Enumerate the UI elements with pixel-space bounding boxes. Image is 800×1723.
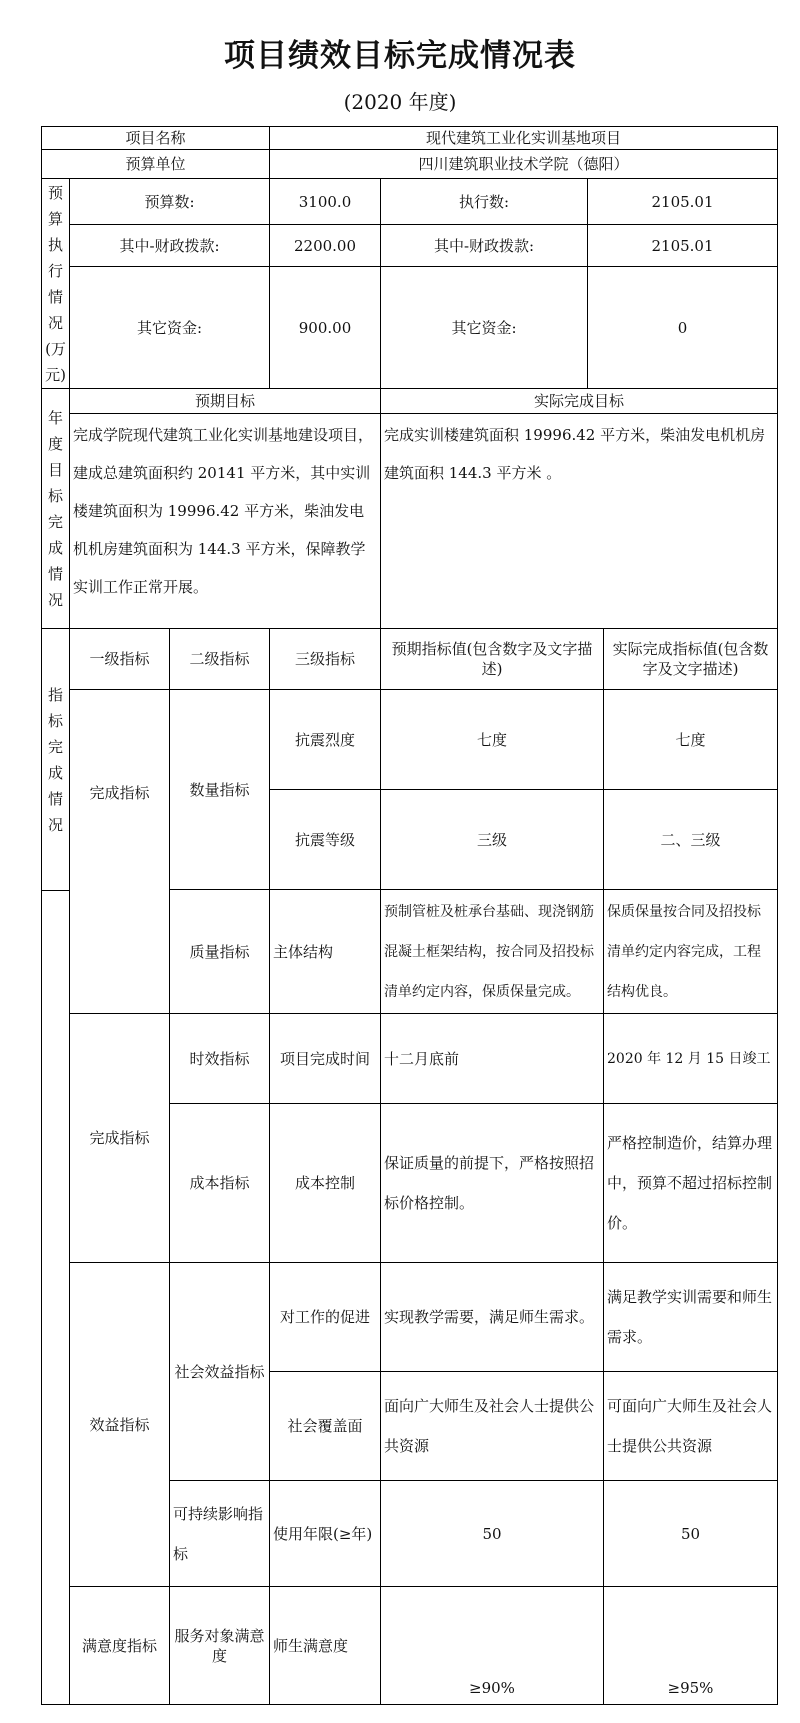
expected-goal-text: 完成学院现代建筑工业化实训基地建设项目，建成总建筑面积约 20141 平方米，其中实训楼建筑面积为 19996.42 平方米，柴油发电机机房建筑面积为 144.3 平方米，保障教学实训工作正常开展。 [69,413,381,629]
main-structure-label: 主体结构 [269,889,381,1014]
completion-time-actual: 2020 年 12 月 15 日竣工 [603,1013,778,1104]
work-promotion-actual: 满足教学实训需要和师生需求。 [603,1262,778,1372]
g3-level1-label: 效益指标 [69,1262,170,1587]
main-structure-expected: 预制管桩及桩承台基础、现浇钢筋混凝土框架结构，按合同及招投标清单约定内容，保质保量完成。 [380,889,604,1014]
social-coverage-actual: 可面向广大师生及社会人士提供公共资源 [603,1371,778,1481]
budget-section-label: 预算执行情况(万元) [41,178,70,389]
header-level1: 一级指标 [69,628,170,690]
seismic-grade-actual: 二、三级 [603,789,778,890]
other-budget-value: 900.00 [269,266,381,389]
annual-section-label: 年度目标完成情况 [41,388,70,629]
cost-indicator-label: 成本指标 [169,1103,270,1263]
g4-level1-label: 满意度指标 [69,1586,170,1705]
seismic-grade-expected: 三级 [380,789,604,890]
header-actual-value: 实际完成指标值(包含数字及文字描述) [603,628,778,690]
budget-amount-label: 预算数: [69,178,270,225]
completion-time-expected: 十二月底前 [380,1013,604,1104]
sustainable-impact-label: 可持续影响指标 [169,1480,270,1587]
service-life-actual: 50 [603,1480,778,1587]
cost-control-expected: 保证质量的前提下，严格按照招标价格控制。 [380,1103,604,1263]
completion-time-label: 项目完成时间 [269,1013,381,1104]
seismic-intensity-label: 抗震烈度 [269,689,381,790]
cost-control-actual: 严格控制造价，结算办理中，预算不超过招标控制价。 [603,1103,778,1263]
satisfaction-expected: ≥90% [380,1586,604,1705]
cost-control-label: 成本控制 [269,1103,381,1263]
budget-unit-label: 预算单位 [41,149,270,179]
header-expected-value: 预期指标值(包含数字及文字描述) [380,628,604,690]
fiscal-exec-value: 2105.01 [587,224,778,267]
project-name-label: 项目名称 [41,126,270,150]
social-coverage-label: 社会覆盖面 [269,1371,381,1481]
header-level2: 二级指标 [169,628,270,690]
seismic-grade-label: 抗震等级 [269,789,381,890]
time-indicator-label: 时效指标 [169,1013,270,1104]
budget-unit-value: 四川建筑职业技术学院（德阳） [269,149,778,179]
expected-goal-header: 预期目标 [69,388,381,414]
actual-goal-header: 实际完成目标 [380,388,778,414]
work-promotion-expected: 实现教学需要，满足师生需求。 [380,1262,604,1372]
budget-amount-value: 3100.0 [269,178,381,225]
social-benefit-label: 社会效益指标 [169,1262,270,1481]
seismic-intensity-expected: 七度 [380,689,604,790]
service-life-label: 使用年限(≥年) [269,1480,381,1587]
header-level3: 三级指标 [269,628,381,690]
fiscal-budget-value: 2200.00 [269,224,381,267]
main-structure-actual: 保质保量按合同及招投标清单约定内容完成，工程结构优良。 [603,889,778,1014]
indicators-left-border [41,890,70,1705]
g2-level1-label: 完成指标 [69,1013,170,1263]
actual-goal-text: 完成实训楼建筑面积 19996.42 平方米，柴油发电机机房建筑面积 144.3 平方米 。 [380,413,778,629]
fiscal-budget-label: 其中-财政拨款: [69,224,270,267]
other-exec-label: 其它资金: [380,266,588,389]
exec-amount-label: 执行数: [380,178,588,225]
other-budget-label: 其它资金: [69,266,270,389]
quantity-indicator-label: 数量指标 [169,689,270,890]
teacher-student-satisfaction-label: 师生满意度 [269,1586,381,1705]
document-subtitle: (2020 年度) [343,90,457,114]
seismic-intensity-actual: 七度 [603,689,778,790]
service-satisfaction-label: 服务对象满意度 [169,1586,270,1705]
work-promotion-label: 对工作的促进 [269,1262,381,1372]
other-exec-value: 0 [587,266,778,389]
project-name-value: 现代建筑工业化实训基地项目 [269,126,778,150]
document-title: 项目绩效目标完成情况表 [224,38,576,74]
indicators-section-label: 指标完成情况 [41,628,70,891]
quality-indicator-label: 质量指标 [169,889,270,1014]
service-life-expected: 50 [380,1480,604,1587]
satisfaction-actual: ≥95% [603,1586,778,1705]
fiscal-exec-label: 其中-财政拨款: [380,224,588,267]
social-coverage-expected: 面向广大师生及社会人士提供公共资源 [380,1371,604,1481]
g1-level1-cell [69,689,170,1014]
g1-level1-label: 完成指标 [89,783,150,802]
exec-amount-value: 2105.01 [587,178,778,225]
